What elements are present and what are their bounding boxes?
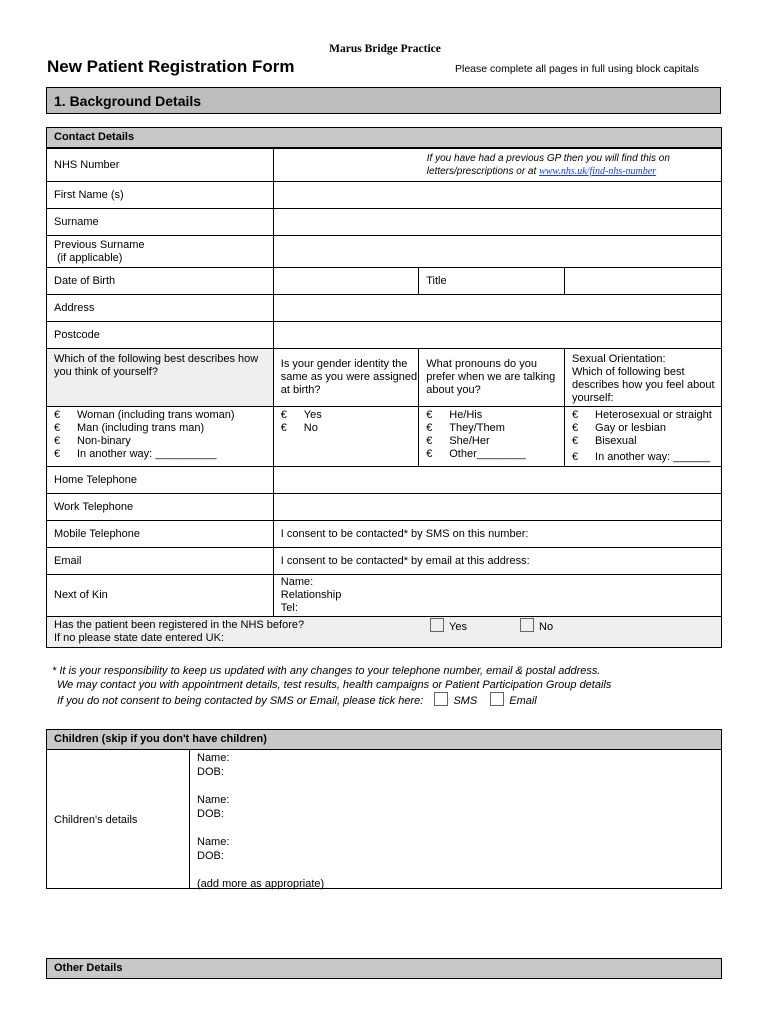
email-label: Email <box>47 548 274 575</box>
form-instructions: Please complete all pages in full using block capitals <box>455 63 699 75</box>
sms-optout-checkbox[interactable] <box>434 692 448 706</box>
footnote-line-3 <box>52 692 611 708</box>
work-telephone-field[interactable] <box>273 494 721 521</box>
home-telephone-field[interactable] <box>273 467 721 494</box>
address-label: Address <box>47 295 274 322</box>
pronoun-option[interactable]: € He/His <box>426 409 483 421</box>
email-optout-checkbox[interactable] <box>490 692 504 706</box>
section-heading: 1. Background Details <box>46 87 721 114</box>
address-field[interactable] <box>273 295 721 322</box>
mobile-telephone-label: Mobile Telephone <box>47 521 274 548</box>
home-telephone-label: Home Telephone <box>47 467 274 494</box>
dob-field[interactable] <box>273 268 418 295</box>
pronoun-option[interactable]: € They/Them <box>426 422 505 434</box>
previous-surname-text: Previous Surname <box>54 238 145 251</box>
kin-relationship-label: Relationship <box>280 589 342 601</box>
practice-name: Marus Bridge Practice <box>329 43 441 55</box>
gender-option[interactable]: € In another way: __________ <box>54 448 217 460</box>
nhs-registered-row <box>47 617 722 648</box>
identity-question: Is your gender identity the same as you were assigned at birth? <box>273 349 418 407</box>
nhs-number-field[interactable] <box>273 149 721 182</box>
pronoun-options <box>419 407 565 467</box>
orientation-option[interactable]: € Heterosexual or straight <box>572 409 712 421</box>
gender-option[interactable]: € Man (including trans man) <box>54 422 205 434</box>
yes-checkbox[interactable] <box>430 618 444 632</box>
footnote-line-2: We may contact you with appointment details, test results, health campaigns or Patient Participation Group details <box>57 679 612 691</box>
identity-option[interactable]: € No <box>280 422 318 434</box>
email-field[interactable]: I consent to be contacted* by email at this address: <box>273 548 721 575</box>
previous-surname-field[interactable] <box>273 236 721 268</box>
email-optout-label: Email <box>509 695 537 707</box>
nhs-number-link[interactable]: www.nhs.uk/find-nhs-number <box>539 166 657 177</box>
nhs-date-entered: If no please state date entered UK: <box>54 632 225 644</box>
kin-name-label: Name: <box>280 576 314 588</box>
work-telephone-label: Work Telephone <box>47 494 274 521</box>
postcode-field[interactable] <box>273 322 721 349</box>
nhs-yes-option[interactable]: Yes <box>430 618 467 634</box>
first-name-field[interactable] <box>273 182 721 209</box>
title-field[interactable] <box>565 268 722 295</box>
first-name-label: First Name (s) <box>47 182 274 209</box>
add-more-note: (add more as appropriate) <box>197 878 325 890</box>
gender-option[interactable]: € Woman (including trans woman) <box>54 409 235 421</box>
identity-options <box>273 407 418 467</box>
nhs-number-hint <box>427 152 717 178</box>
nhs-registered-question: Has the patient been registered in the NHS before? <box>54 619 305 631</box>
surname-label: Surname <box>47 209 274 236</box>
dob-label: Date of Birth <box>47 268 274 295</box>
no-checkbox[interactable] <box>520 618 534 632</box>
form-title: New Patient Registration Form <box>47 57 295 76</box>
footnote-line-1: * It is your responsibility to keep us updated with any changes to your telephone number, email & postal address. <box>52 665 601 677</box>
previous-surname-label <box>47 236 274 268</box>
surname-field[interactable] <box>273 209 721 236</box>
orientation-option[interactable]: € In another way: ______ <box>572 451 711 463</box>
pronoun-option[interactable]: € Other________ <box>426 448 526 460</box>
orientation-option[interactable]: € Bisexual <box>572 435 637 447</box>
sms-optout-label: SMS <box>453 695 478 707</box>
gender-options <box>47 407 274 467</box>
nhs-number-row <box>47 149 722 182</box>
mobile-telephone-field[interactable]: I consent to be contacted* by SMS on this number: <box>273 521 721 548</box>
kin-tel-label: Tel: <box>280 602 298 614</box>
orientation-options <box>565 407 722 467</box>
orientation-option[interactable]: € Gay or lesbian <box>572 422 666 434</box>
children-details-field[interactable]: Name: DOB: Name: DOB: Name: DOB: (add more as appropriate) <box>197 752 325 890</box>
contact-details-heading: Contact Details <box>46 127 722 148</box>
nhs-no-option[interactable]: No <box>520 618 553 634</box>
nhs-number-label: NHS Number <box>47 149 274 182</box>
pronouns-question: What pronouns do you prefer when we are talking about you? <box>419 349 565 407</box>
postcode-label: Postcode <box>47 322 274 349</box>
children-label-cell <box>47 750 190 888</box>
orientation-text: Which of following best describes how you feel about yourself: <box>572 366 715 404</box>
next-of-kin-label: Next of Kin <box>47 575 274 617</box>
gender-option[interactable]: € Non-binary <box>54 435 131 447</box>
title-label: Title <box>419 268 565 295</box>
consent-footnote <box>52 664 611 708</box>
identity-option[interactable]: € Yes <box>280 409 322 421</box>
children-section <box>46 729 722 889</box>
previous-surname-note: (if applicable) <box>57 251 123 264</box>
pronoun-option[interactable]: € She/Her <box>426 435 490 447</box>
other-details-heading: Other Details <box>46 958 722 979</box>
children-details-label: Children's details <box>54 814 138 826</box>
orientation-title: Sexual Orientation: <box>572 353 666 365</box>
contact-details-table <box>46 148 722 648</box>
nhs-hint-text: If you have had a previous GP then you will find this on letters/prescriptions or at <box>426 153 670 177</box>
orientation-question <box>565 349 722 407</box>
next-of-kin-field[interactable] <box>273 575 721 617</box>
gender-question: Which of the following best describes how you think of yourself? <box>47 349 274 407</box>
children-heading: Children (skip if you don't have children) <box>47 730 721 750</box>
footnote-line-3-text: If you do not consent to being contacted by SMS or Email, please tick here: <box>57 695 424 707</box>
